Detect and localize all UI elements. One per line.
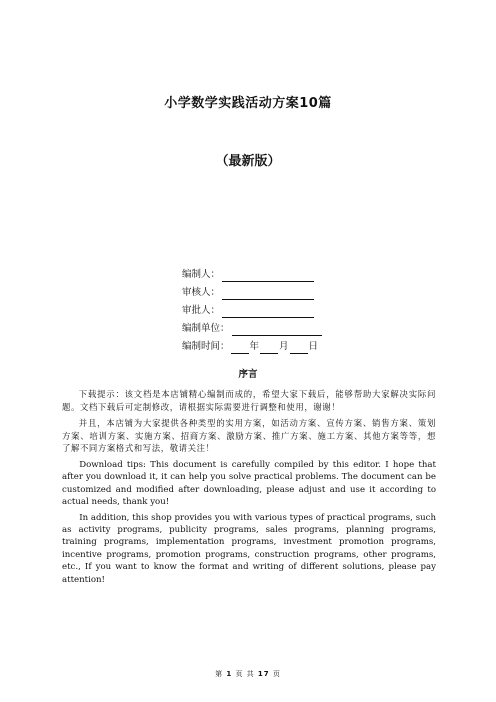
preface-paragraph-1: 下载提示：该文档是本店铺精心编制而成的，希望大家下载后，能够帮助大家解决实际问题。文档下载后可定制修改，请根据实际需要进行调整和使用，谢谢！ (62, 389, 436, 412)
page-current: 1 (226, 670, 233, 678)
day-line (290, 341, 308, 354)
page-mid: 页 共 (235, 670, 255, 678)
reviewer-label: 审核人： (182, 287, 221, 298)
document-subtitle: （最新版） (215, 154, 281, 169)
month-label: 月 (279, 341, 289, 352)
page-footer (0, 669, 496, 679)
unit-line (232, 323, 322, 336)
approver-row (182, 300, 322, 318)
unit-label: 编制单位： (182, 323, 230, 334)
day-label: 日 (308, 341, 319, 352)
preface-paragraph-4: In addition, this shop provides you with various types of practical programs, such as activity programs, publicity programs, sales programs, planning programs, training programs, implementation programs, investment promotion programs, incentive programs, promotion programs, construction programs, other programs, etc., If you want to know the format and writing of different solutions, please pay attention! (62, 512, 436, 585)
reviewer-row (182, 282, 322, 300)
approver-label: 审批人： (182, 305, 221, 316)
document-title: 小学数学实践活动方案10篇 (164, 96, 332, 111)
page-total: 17 (257, 670, 270, 678)
page-suffix: 页 (272, 670, 281, 678)
preface-paragraph-3: Download tips: This document is carefully compiled by this editor. I hope that after you download it, it can help you solve practical problems. The document can be customized and modified after downloading, please adjust and use it according to actual needs, thank you! (62, 459, 436, 508)
editor-line (222, 269, 314, 282)
time-label: 编制时间： (182, 341, 230, 352)
page-prefix: 第 (215, 670, 224, 678)
preface-heading: 序言 (238, 369, 258, 380)
approver-line (222, 305, 314, 318)
year-line (231, 341, 249, 354)
time-row (182, 336, 322, 354)
preface-paragraph-2: 并且，本店铺为大家提供各种类型的实用方案，如活动方案、宣传方案、销售方案、策划方案、培训方案、实施方案、招商方案、激励方案、推广方案、施工方案、其他方案等等，想了解不同方案格式和写法，敬请关注！ (62, 418, 436, 454)
meta-block (182, 264, 322, 354)
editor-row (182, 264, 322, 282)
year-label: 年 (249, 341, 260, 352)
editor-label: 编制人： (182, 269, 221, 280)
unit-row (182, 318, 322, 336)
month-line (260, 341, 278, 354)
reviewer-line (222, 287, 314, 300)
preface-body (62, 388, 436, 589)
